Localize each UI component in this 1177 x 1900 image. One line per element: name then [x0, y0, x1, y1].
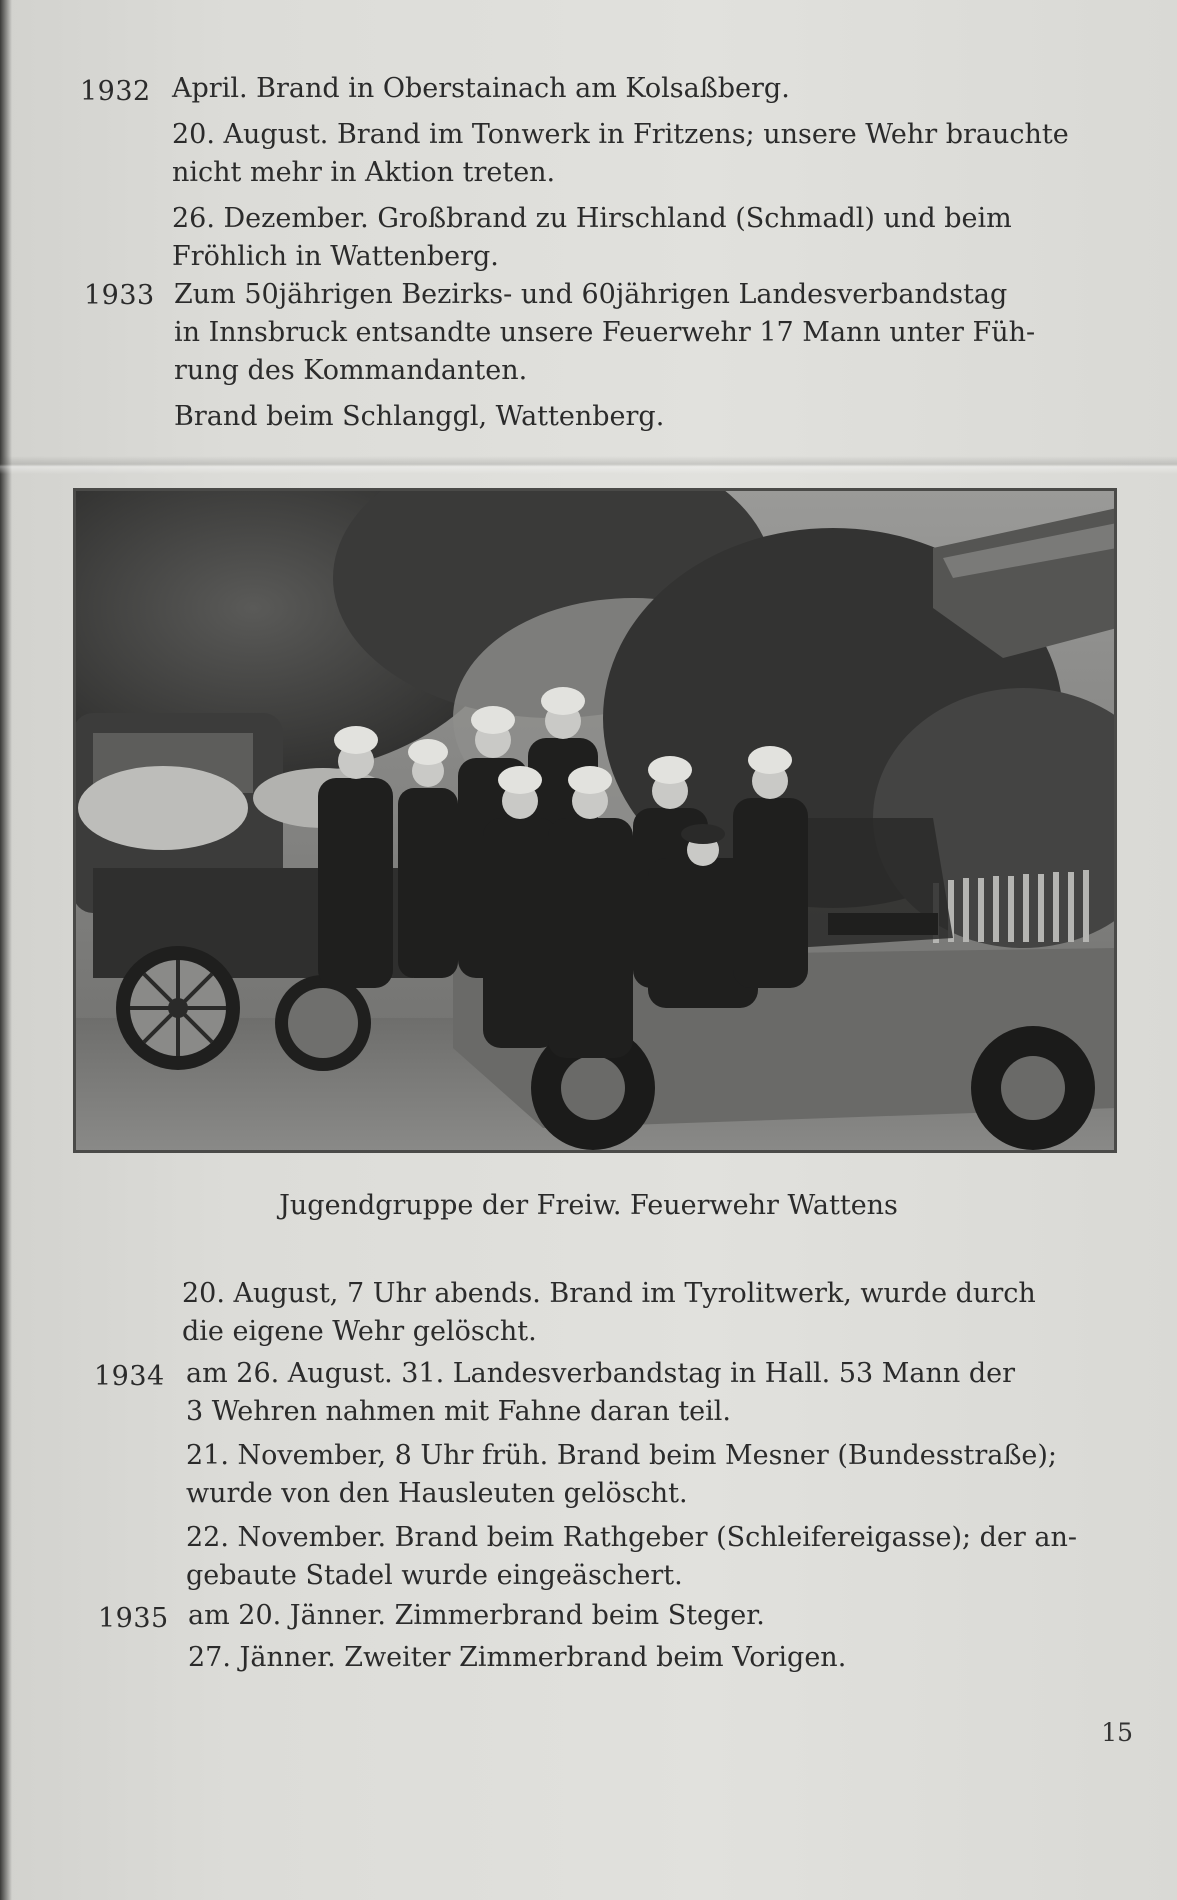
text-line: 3 Wehren nahmen mit Fahne daran teil. [186, 1396, 732, 1427]
photo-illustration [73, 488, 1117, 1153]
text-line: rung des Kommandanten. [174, 355, 528, 386]
year-label: 1932 [80, 76, 151, 107]
photograph [73, 488, 1117, 1153]
text-line: 26. Dezember. Großbrand zu Hirschland (Schmadl) und beim [172, 203, 1012, 234]
year-label: 1935 [98, 1603, 169, 1634]
text-line: Brand beim Schlanggl, Wattenberg. [174, 401, 665, 432]
text-line: April. Brand in Oberstainach am Kolsaßberg. [172, 73, 790, 104]
text-line: Zum 50jährigen Bezirks- und 60jährigen Landesverbandstag [174, 279, 1008, 310]
entry-1933-continued [182, 1275, 1122, 1351]
text-line: 27. Jänner. Zweiter Zimmerbrand beim Vorigen. [188, 1642, 847, 1673]
page-number: 15 [1101, 1718, 1133, 1747]
text-line: die eigene Wehr gelöscht. [182, 1316, 537, 1347]
year-label: 1933 [84, 280, 155, 311]
text-line: 22. November. Brand beim Rathgeber (Schleifereigasse); der an- [186, 1522, 1078, 1553]
text-line: Fröhlich in Wattenberg. [172, 241, 499, 272]
entry-1935 [188, 1597, 1128, 1677]
text-line: nicht mehr in Aktion treten. [172, 157, 556, 188]
photo-caption: Jugendgruppe der Freiw. Feuerwehr Wattens [279, 1190, 898, 1221]
text-line: 21. November, 8 Uhr früh. Brand beim Mesner (Bundesstraße); [186, 1440, 1057, 1471]
text-line: wurde von den Hausleuten gelöscht. [186, 1478, 688, 1509]
text-line: am 26. August. 31. Landesverbandstag in Hall. 53 Mann der [186, 1358, 1016, 1389]
entry-1932 [172, 70, 1092, 276]
text-line: gebaute Stadel wurde eingeäschert. [186, 1560, 683, 1591]
text-line: in Innsbruck entsandte unsere Feuerwehr 17 Mann unter Füh- [174, 317, 1036, 348]
page-fold [0, 456, 1177, 474]
page-edge-shadow [0, 0, 12, 1900]
entry-1934 [186, 1355, 1126, 1595]
entry-1933 [174, 276, 1094, 436]
text-line: 20. August, 7 Uhr abends. Brand im Tyrolitwerk, wurde durch [182, 1278, 1036, 1309]
text-line: 20. August. Brand im Tonwerk in Fritzens; unsere Wehr brauchte [172, 119, 1069, 150]
year-label: 1934 [94, 1361, 165, 1392]
text-line: am 20. Jänner. Zimmerbrand beim Steger. [188, 1600, 765, 1631]
